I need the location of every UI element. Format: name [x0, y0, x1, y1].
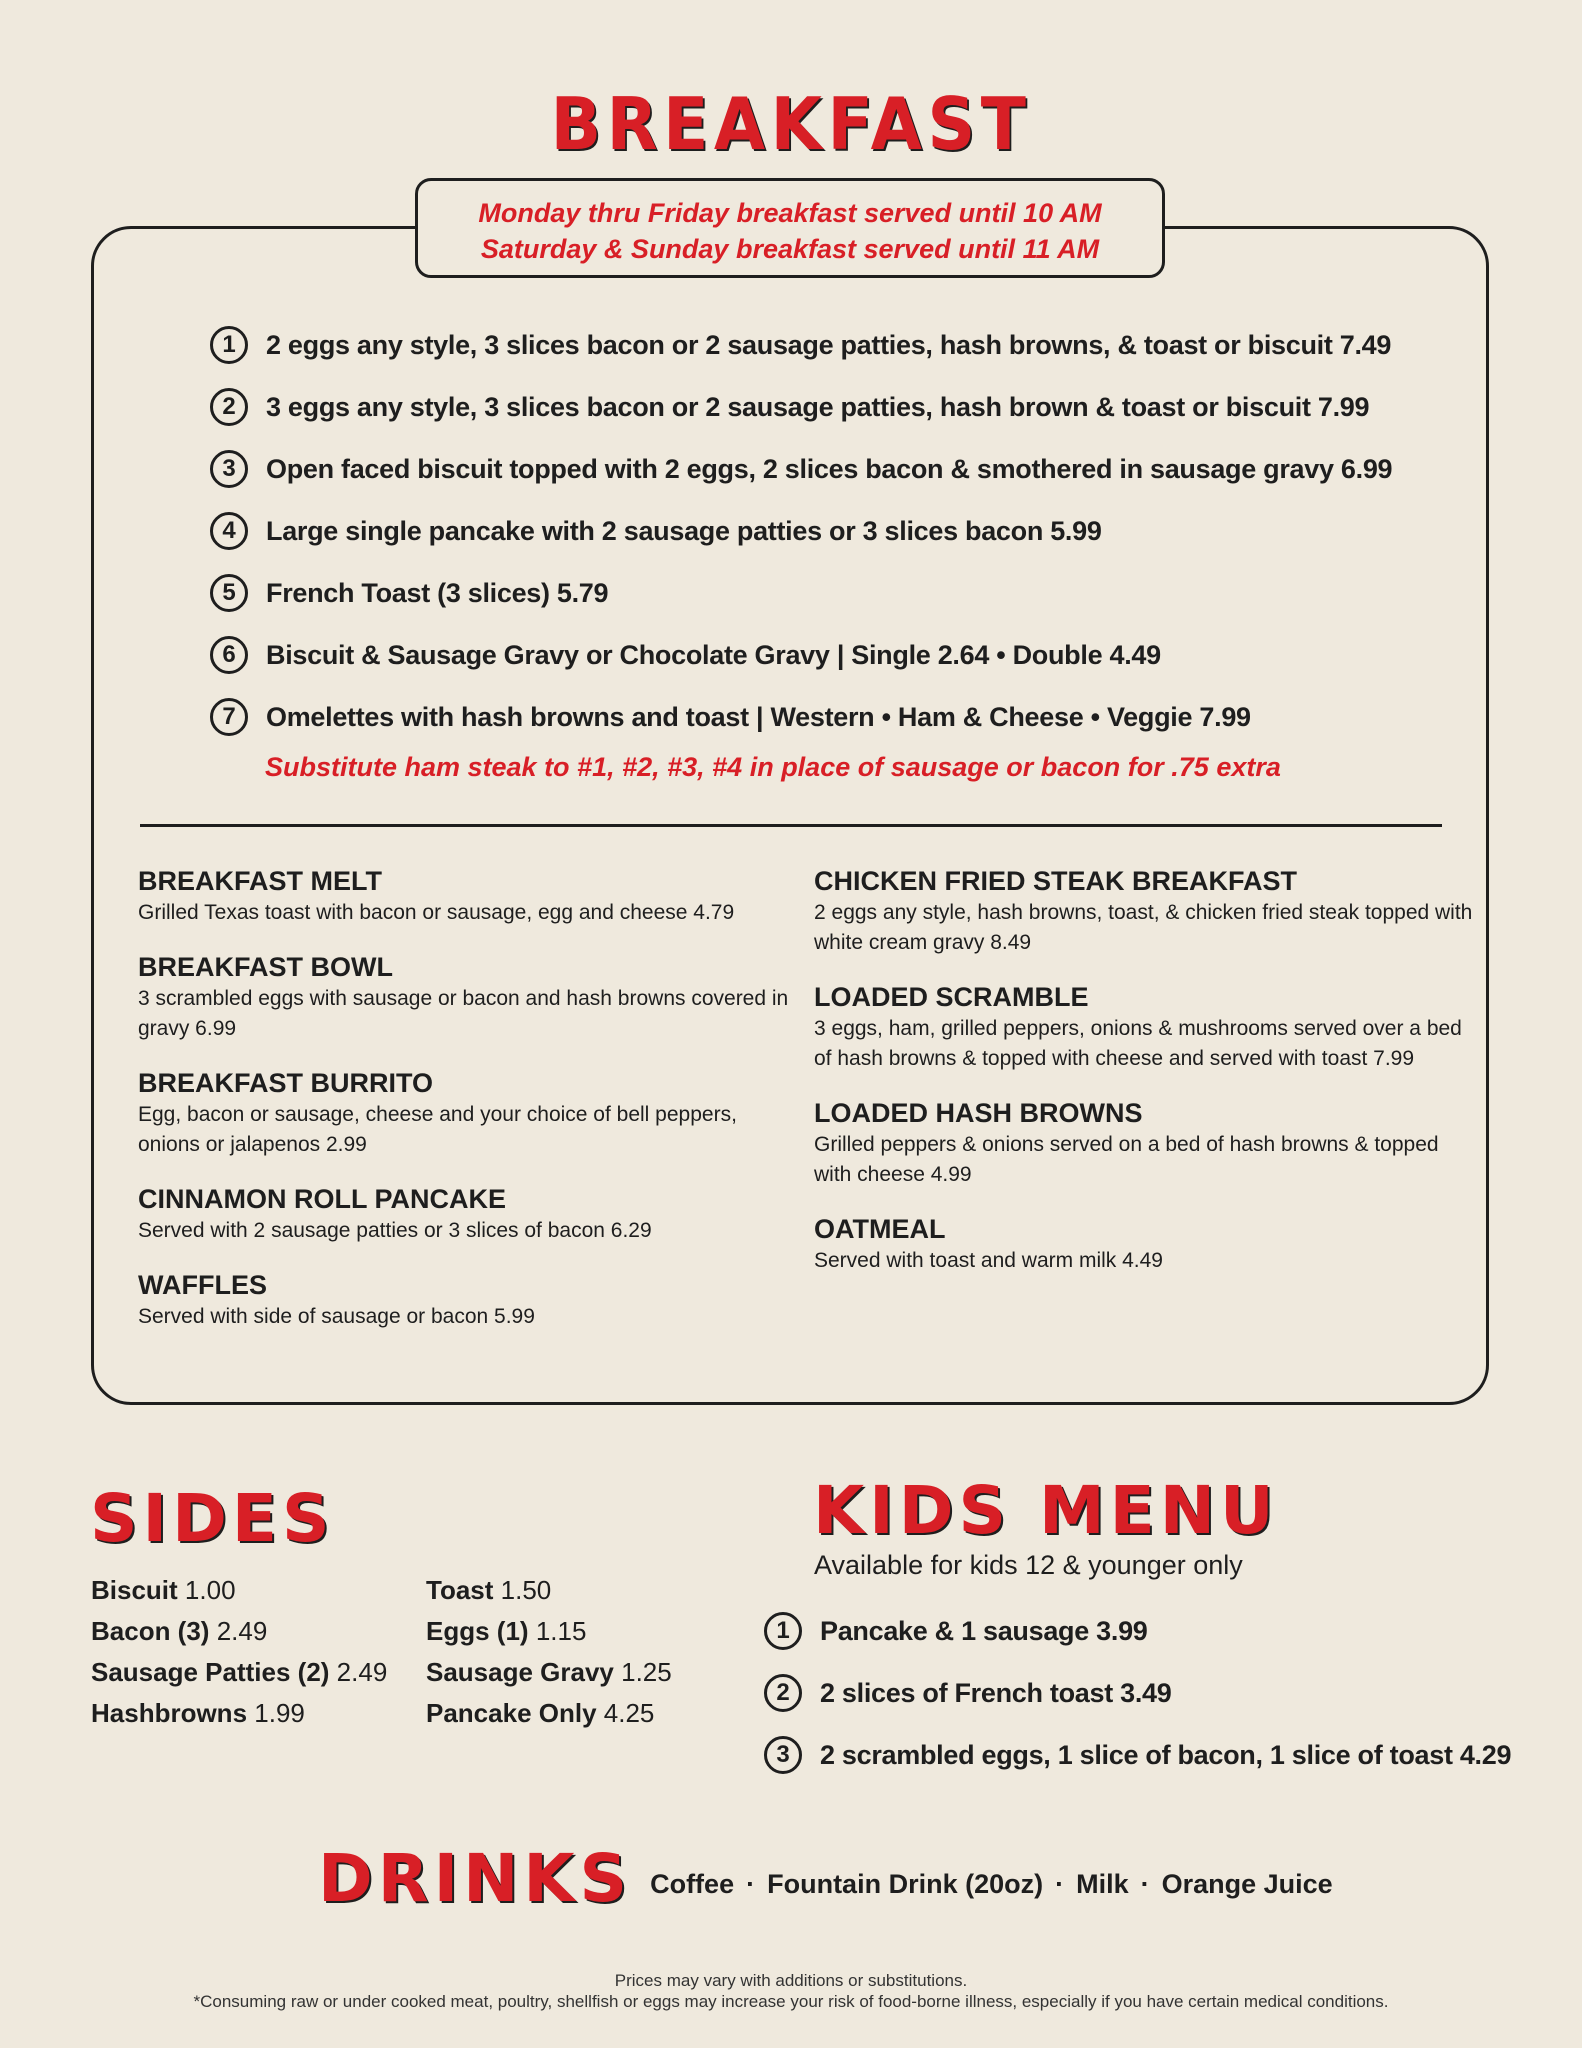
side-item [91, 1693, 387, 1734]
hours-weekday: Monday thru Friday breakfast served until 10 AM [478, 198, 1102, 228]
menu-item-desc: Served with 2 sausage patties or 3 slices of bacon 6.29 [138, 1219, 652, 1242]
combo-text: Large single pancake with 2 sausage patties or 3 slices bacon 5.99 [266, 515, 1102, 546]
menu-item [138, 1182, 798, 1246]
footer [0, 1970, 1582, 2012]
menu-item [138, 1268, 798, 1332]
combo-text: French Toast (3 slices) 5.79 [266, 577, 609, 608]
menu-item-desc: Egg, bacon or sausage, cheese and your choice of bell peppers, onions or jalapenos 2.99 [138, 1103, 737, 1156]
side-name: Pancake Only [426, 1698, 597, 1728]
breakfast-combo-list [210, 314, 1460, 748]
side-price: 2.49 [336, 1657, 388, 1687]
menu-item-desc: Grilled Texas toast with bacon or sausage, egg and cheese 4.79 [138, 901, 735, 924]
side-item [91, 1570, 387, 1611]
menu-item-desc: Served with side of sausage or bacon 5.99 [138, 1305, 535, 1328]
kids-item [764, 1724, 1511, 1786]
menu-item-name: BREAKFAST BOWL [138, 952, 393, 982]
combo-text: Biscuit & Sausage Gravy or Chocolate Gravy | Single 2.64 • Double 4.49 [266, 639, 1161, 670]
side-item [426, 1693, 672, 1734]
breakfast-items-left [138, 864, 798, 1354]
hours-box [415, 178, 1165, 278]
number-badge: 3 [764, 1736, 802, 1774]
hours-weekend: Saturday & Sunday breakfast served until 11 AM [480, 234, 1100, 264]
kids-item-text: Pancake & 1 sausage 3.99 [820, 1615, 1148, 1646]
number-badge: 2 [764, 1674, 802, 1712]
side-price: 1.15 [535, 1616, 587, 1646]
side-name: Hashbrowns [91, 1698, 248, 1728]
menu-item-desc: 3 eggs, ham, grilled peppers, onions & mushrooms served over a bed of hash browns & topped with cheese and served with toast 7.99 [814, 1017, 1462, 1070]
combo-item [210, 500, 1460, 562]
side-item [91, 1652, 387, 1693]
sides-col-1 [91, 1570, 387, 1734]
divider [140, 824, 1442, 827]
combo-text: Omelettes with hash browns and toast | Western • Ham & Cheese • Veggie 7.99 [266, 701, 1251, 732]
side-price: 1.50 [500, 1575, 552, 1605]
kids-item [764, 1662, 1511, 1724]
drink-item: Fountain Drink (20oz) [767, 1869, 1044, 1899]
menu-item-name: LOADED HASH BROWNS [814, 1098, 1143, 1128]
drinks-list [650, 1869, 1333, 1900]
menu-item-desc: 3 scrambled eggs with sausage or bacon and hash browns covered in gravy 6.99 [138, 987, 789, 1040]
combo-item [210, 376, 1460, 438]
drinks-row [318, 1840, 1333, 1917]
drink-separator: · [1140, 1869, 1150, 1899]
menu-item-name: LOADED SCRAMBLE [814, 982, 1089, 1012]
number-badge: 5 [210, 574, 248, 612]
drink-item: Milk [1076, 1869, 1129, 1899]
side-price: 2.49 [216, 1616, 268, 1646]
combo-item [210, 686, 1460, 748]
side-price: 1.00 [184, 1575, 236, 1605]
side-item [426, 1652, 672, 1693]
kids-item-text: 2 scrambled eggs, 1 slice of bacon, 1 slice of toast 4.29 [820, 1739, 1512, 1770]
side-item [91, 1611, 387, 1652]
side-name: Sausage Gravy [426, 1657, 614, 1687]
breakfast-title: BREAKFAST [550, 82, 1032, 166]
side-price: 1.25 [621, 1657, 672, 1687]
menu-item-name: BREAKFAST BURRITO [138, 1068, 434, 1098]
number-badge: 4 [210, 512, 248, 550]
side-name: Toast [426, 1575, 494, 1605]
drinks-title: DRINKS [318, 1840, 633, 1917]
footer-prices-note: Prices may vary with additions or substitutions. [614, 1971, 968, 1990]
drink-item: Orange Juice [1161, 1869, 1333, 1899]
menu-item [814, 980, 1474, 1074]
combo-item [210, 624, 1460, 686]
combo-item [210, 314, 1460, 376]
menu-item [138, 1066, 798, 1160]
side-name: Bacon (3) [91, 1616, 210, 1646]
drink-separator: · [1055, 1869, 1065, 1899]
number-badge: 1 [764, 1612, 802, 1650]
menu-item [814, 864, 1474, 958]
side-price: 4.25 [603, 1698, 655, 1728]
side-item [426, 1611, 672, 1652]
number-badge: 1 [210, 326, 248, 364]
number-badge: 2 [210, 388, 248, 426]
drink-separator: · [746, 1869, 756, 1899]
breakfast-items-right [814, 864, 1474, 1298]
side-name: Sausage Patties (2) [91, 1657, 330, 1687]
menu-item-name: CHICKEN FRIED STEAK BREAKFAST [814, 866, 1298, 896]
substitute-note: Substitute ham steak to #1, #2, #3, #4 in place of sausage or bacon for .75 extra [265, 752, 1281, 782]
menu-item-name: CINNAMON ROLL PANCAKE [138, 1184, 506, 1214]
menu-item [138, 864, 798, 928]
combo-text: 3 eggs any style, 3 slices bacon or 2 sausage patties, hash brown & toast or biscuit 7.99 [266, 391, 1370, 422]
side-name: Eggs (1) [426, 1616, 529, 1646]
menu-item [814, 1096, 1474, 1190]
menu-item [138, 950, 798, 1044]
sides-title: SIDES [90, 1480, 335, 1557]
menu-item-desc: 2 eggs any style, hash browns, toast, & chicken fried steak topped with white cream gravy 8.49 [814, 901, 1473, 954]
drink-item: Coffee [650, 1869, 735, 1899]
kids-item-text: 2 slices of French toast 3.49 [820, 1677, 1172, 1708]
side-price: 1.99 [254, 1698, 305, 1728]
footer-health-warning: *Consuming raw or under cooked meat, poultry, shellfish or eggs may increase your risk of food-borne illness, especially if you have certain medical conditions. [193, 1992, 1389, 2011]
menu-item-desc: Served with toast and warm milk 4.49 [814, 1249, 1163, 1272]
number-badge: 6 [210, 636, 248, 674]
combo-text: Open faced biscuit topped with 2 eggs, 2 slices bacon & smothered in sausage gravy 6.99 [266, 453, 1393, 484]
number-badge: 7 [210, 698, 248, 736]
kids-menu-list [764, 1600, 1511, 1786]
number-badge: 3 [210, 450, 248, 488]
kids-menu-subtitle: Available for kids 12 & younger only [814, 1550, 1243, 1580]
sides-col-2 [426, 1570, 672, 1734]
menu-item-name: OATMEAL [814, 1214, 946, 1244]
kids-menu-title: KIDS MENU [813, 1472, 1279, 1549]
combo-text: 2 eggs any style, 3 slices bacon or 2 sausage patties, hash browns, & toast or biscuit 7.49 [266, 329, 1392, 360]
menu-item-name: BREAKFAST MELT [138, 866, 382, 896]
side-name: Biscuit [91, 1575, 178, 1605]
kids-item [764, 1600, 1511, 1662]
combo-item [210, 562, 1460, 624]
menu-item-desc: Grilled peppers & onions served on a bed of hash browns & topped with cheese 4.99 [814, 1133, 1439, 1186]
side-item [426, 1570, 672, 1611]
menu-item-name: WAFFLES [138, 1270, 267, 1300]
menu-item [814, 1212, 1474, 1276]
combo-item [210, 438, 1460, 500]
